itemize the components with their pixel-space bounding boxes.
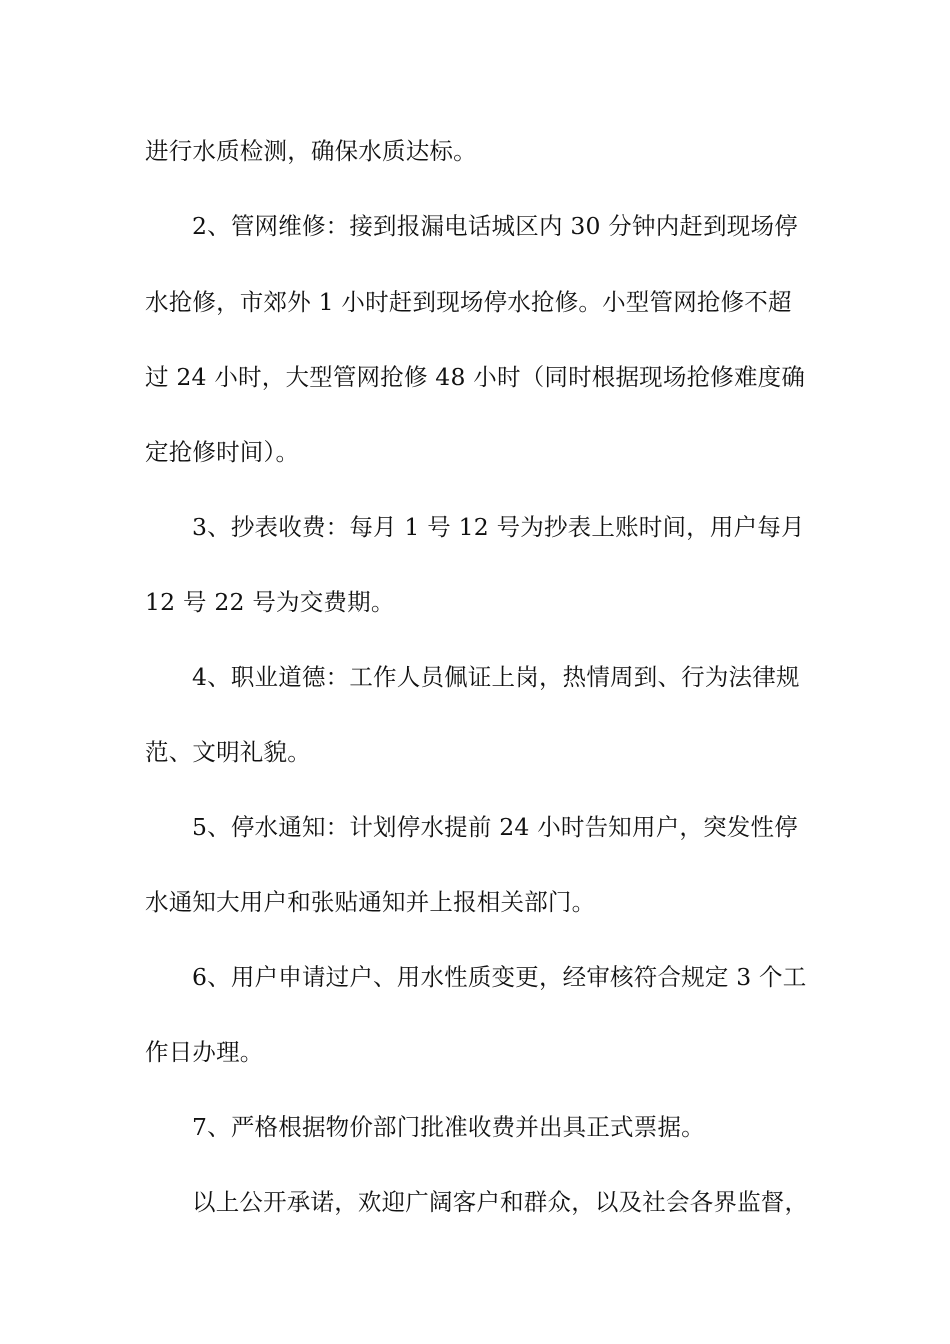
paragraph-2-start: 2、管网维修：接到报漏电话城区内 30 分钟内赶到现场停 [192,212,798,240]
text-line: 定抢修时间）。 [145,438,300,466]
text-line: 12 号 22 号为交费期。 [145,588,395,616]
text-line: 水抢修，市郊外 1 小时赶到现场停水抢修。小型管网抢修不超 [145,288,792,316]
text-line: 进行水质检测，确保水质达标。 [145,137,477,165]
text-line: 范、文明礼貌。 [145,738,311,766]
text-line: 过 24 小时，大型管网抢修 48 小时（同时根据现场抢修难度确 [145,363,806,391]
paragraph-7-start: 7、严格根据物价部门批准收费并出具正式票据。 [192,1113,705,1141]
paragraph-6-start: 6、用户申请过户、用水性质变更，经审核符合规定 3 个工 [192,963,807,991]
text-line: 作日办理。 [145,1038,264,1066]
text-line: 水通知大用户和张贴通知并上报相关部门。 [145,888,596,916]
paragraph-3-start: 3、抄表收费：每月 1 号 12 号为抄表上账时间，用户每月 [192,513,805,541]
paragraph-5-start: 5、停水通知：计划停水提前 24 小时告知用户，突发性停 [192,813,798,841]
closing-paragraph-start: 以上公开承诺，欢迎广阔客户和群众，以及社会各界监督， [192,1188,809,1216]
paragraph-4-start: 4、职业道德：工作人员佩证上岗，热情周到、行为法律规 [192,663,800,691]
